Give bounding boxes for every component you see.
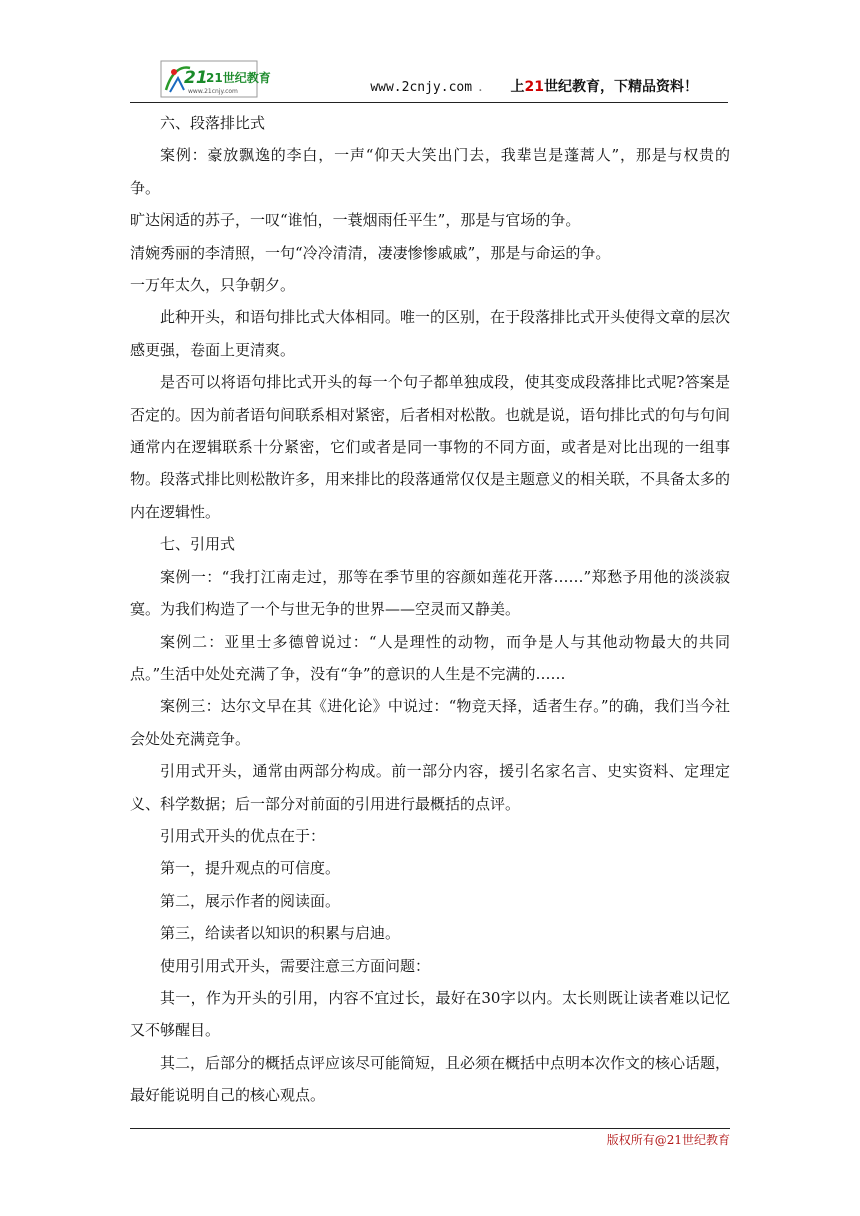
paragraph: 一万年太久，只争朝夕。: [130, 276, 296, 295]
svg-text:21世纪教育: 21世纪教育: [206, 71, 271, 85]
paragraph: 其一，作为开头的引用，内容不宜过长，最好在30字以内。太长则既让读者难以记忆又不够醒目。: [130, 988, 730, 1040]
svg-text:21: 21: [184, 68, 208, 88]
paragraph: 此种开头，和语句排比式大体相同。唯一的区别，在于段落排比式开头使得文章的层次感更强，卷面上更清爽。: [130, 308, 731, 359]
document-body: [130, 107, 730, 1112]
paragraph: 其二，后部分的概括点评应该尽可能简短，且必须在概括中点明本次作文的核心话题，最好能说明自己的核心观点。: [130, 1053, 731, 1105]
url-separator: .: [478, 79, 483, 95]
header-text: [370, 76, 698, 96]
paragraph: 第三，给读者以知识的积累与启迪。: [160, 924, 401, 943]
paragraph: 第一，提升观点的可信度。: [160, 859, 341, 878]
paragraph: 案例二：亚里士多德曾说过：“人是理性的动物，而争是人与其他动物最大的共同点。”生活中处处充满了争，没有“争”的意识的人生是不完满的……: [130, 632, 730, 683]
paragraph: 案例三：达尔文早在其《进化论》中说过：“物竞天择，适者生存。”的确，我们当今社会处处充满竞争。: [130, 697, 730, 748]
section-heading: 六、段落排比式: [160, 114, 266, 132]
paragraph: 旷达闲适的苏子，一叹“谁怕，一蓑烟雨任平生”，那是与官场的争。: [130, 211, 581, 230]
slogan-prefix: 上: [510, 79, 525, 95]
paragraph: 是否可以将语句排比式开头的每一个句子都单独成段，使其变成段落排比式呢?答案是否定的。因为前者语句间联系相对紧密，后者相对松散。也就是说，语句排比式的句与句间通常内在逻辑联系十分紧密，它们或者是同一事物的不同方面，或者是对比出现的一组事物。段落式排比则松散许多，用来排比的段落通常仅仅是主题意义的相关联，不具备太多的内在逻辑性。: [130, 373, 731, 521]
paragraph: 引用式开头的优点在于：: [160, 826, 326, 845]
paragraph: 清婉秀丽的李清照，一句“冷冷清清，凄凄惨惨戚戚”，那是与命运的争。: [130, 243, 611, 262]
slogan-number: 21: [524, 79, 544, 95]
21cnjy-logo: [160, 60, 271, 98]
site-url[interactable]: www.2cnjy.com: [370, 80, 473, 95]
paragraph: 案例：豪放飘逸的李白，一声“仰天大笑出门去，我辈岂是蓬蒿人”，那是与权贵的争。: [130, 146, 730, 197]
footer-copyright: 版权所有@21世纪教育: [606, 1133, 730, 1147]
paragraph: 引用式开头，通常由两部分构成。前一部分内容，援引名家名言、史实资料、定理定义、科学数据；后一部分对前面的引用进行最概括的点评。: [130, 762, 730, 813]
slogan-suffix: 世纪教育，下精品资料！: [544, 79, 698, 95]
paragraph: 使用引用式开头，需要注意三方面问题：: [160, 956, 431, 975]
header-slogan: [511, 79, 698, 95]
svg-text:www.21cnjy.com: www.21cnjy.com: [188, 88, 238, 95]
page-header: [130, 56, 728, 103]
section-heading: 七、引用式: [160, 535, 236, 554]
paragraph: 案例一：“我打江南走过，那等在季节里的容颜如莲花开落……”郑愁予用他的淡淡寂寞。为我们构造了一个与世无争的世界——空灵而又静美。: [130, 567, 730, 619]
paragraph: 第二，展示作者的阅读面。: [160, 891, 341, 910]
footer-rule: [130, 1128, 730, 1129]
